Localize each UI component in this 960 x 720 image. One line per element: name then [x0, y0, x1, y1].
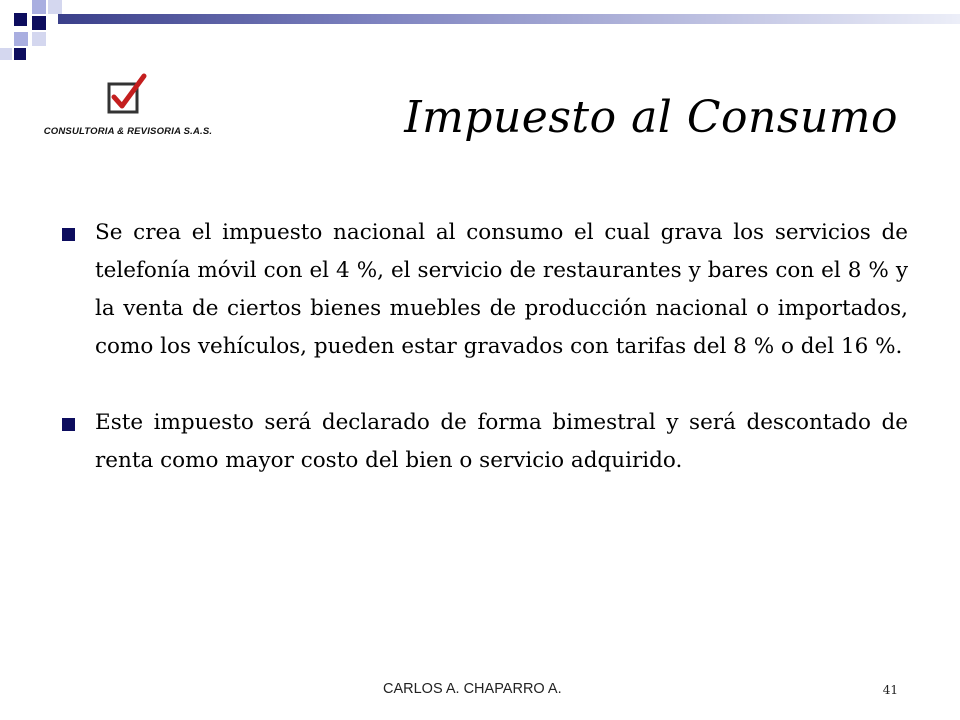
company-logo: [38, 72, 218, 152]
logo-caption: CONSULTORIA & REVISORIA S.A.S.: [43, 126, 213, 137]
bullet-text: Se crea el impuesto nacional al consumo el cual grava los servicios de telefonía móvil con el 4 %, el servicio de restaurantes y bares con el 8 % y la venta de ciertos bienes muebles de producción nacional o importados, como los vehículos, pueden estar gravados con tarifas del 8 % o del 16 %.: [95, 220, 908, 359]
header-gradient-bar: [58, 14, 960, 24]
list-item: [56, 404, 908, 480]
page-number: 41: [882, 683, 898, 697]
deco-square: [14, 13, 27, 26]
deco-square: [32, 32, 46, 46]
square-bullet-icon: [62, 418, 75, 431]
deco-square: [32, 16, 46, 30]
footer-author: CARLOS A. CHAPARRO A.: [383, 681, 562, 697]
deco-square: [32, 0, 46, 14]
checkmark-icon: [106, 72, 150, 118]
list-item: [56, 214, 908, 366]
slide-title: Impuesto al Consumo: [404, 92, 898, 143]
deco-square: [48, 0, 62, 14]
corner-decoration: [0, 0, 960, 60]
square-bullet-icon: [62, 228, 75, 241]
deco-square: [0, 48, 12, 60]
deco-square: [14, 32, 28, 46]
deco-square: [14, 48, 26, 60]
bullet-text: Este impuesto será declarado de forma bimestral y será descontado de renta como mayor costo del bien o servicio adquirido.: [95, 410, 908, 473]
bullet-list: [56, 214, 908, 518]
